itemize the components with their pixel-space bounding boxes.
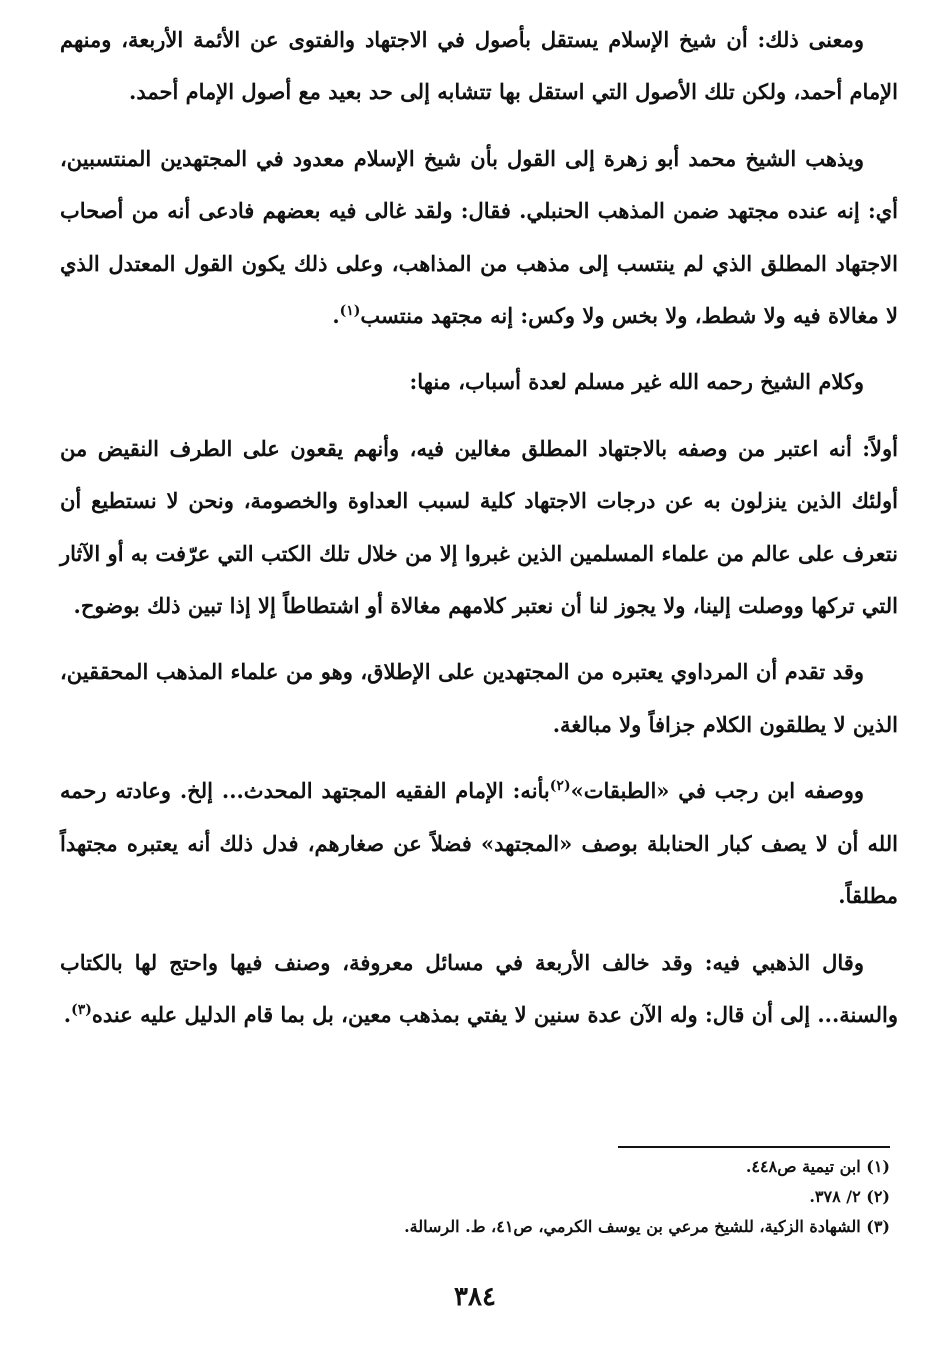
paragraph-3: [60, 356, 898, 408]
paragraph-7-text: وقال الذهبي فيه: وقد خالف الأربعة في مسائل معروفة، وصنف فيها واحتج لها بالكتاب والسنة... إلى أن قال: وله الآن عدة سنين لا يفتي بمذهب معين، بل بما قام الدليل عليه عنده: [60, 949, 898, 1027]
footnote-ref-1[interactable]: (١): [339, 303, 361, 320]
paragraph-2: [60, 133, 898, 343]
paragraph-5-text: وقد تقدم أن المرداوي يعتبره من المجتهدين على الإطلاق، وهو من علماء المذهب المحققين، الذين لا يطلقون الكلام جزافاً ولا مبالغة.: [60, 659, 898, 737]
footnote-1: (١) ابن تيمية ص٤٤٨.: [745, 1157, 890, 1176]
footnote-ref-3[interactable]: (٣): [71, 1001, 92, 1018]
paragraph-5: [60, 646, 898, 751]
paragraph-6-rest: بأنه: الإمام الفقيه المجتهد المحدث... إلخ. وعادته رحمه الله أن لا يصف كبار الحنابلة بوصف «المجتهد» فضلاً عن صغارهم، فدل ذلك أنه يعتبره مجتهداً مطلقاً.: [60, 778, 898, 909]
paragraph-1-text: ومعنى ذلك: أن شيخ الإسلام يستقل بأصول في الاجتهاد والفتوى عن الأئمة الأربعة، ومنهم الإمام أحمد، ولكن تلك الأصول التي استقل بها تتشابه إلى حد بعيد مع أصول الإمام أحمد.: [60, 27, 898, 105]
footnotes: [52, 1152, 890, 1242]
footnote-ref-2[interactable]: (٢): [549, 778, 571, 795]
paragraph-7-end: .: [63, 1001, 72, 1027]
paragraph-6: [60, 765, 898, 922]
paragraph-7: [60, 937, 898, 1042]
paragraph-1: [60, 14, 898, 119]
paragraph-4-text: أولاً: أنه اعتبر من وصفه بالاجتهاد المطلق مغالين فيه، وأنهم يقعون على الطرف النقيض من أولئك الذين ينزلون به عن درجات الاجتهاد كلية لسبب العداوة والخصومة، ونحن لا نستطيع أن نتعرف على عالم من علماء المسلمين الذين غبروا إلا من خلال تلك الكتب التي عرّفت به أو الآثار التي تركها ووصلت إلينا، ولا يجوز لنا أن نعتبر كلامهم مغالاة أو اشتطاطاً إلا إذا تبين ذلك بوضوح.: [60, 435, 898, 619]
page-body: [60, 14, 898, 1055]
paragraph-2-end: .: [332, 303, 340, 329]
paragraph-6-text: ووصفه ابن رجب في «الطبقات»: [570, 778, 864, 804]
footnote-3: (٣) الشهادة الزكية، للشيخ مرعي بن يوسف الكرمي، ص٤١، ط. الرسالة.: [404, 1217, 890, 1236]
paragraph-2-text: ويذهب الشيخ محمد أبو زهرة إلى القول بأن شيخ الإسلام معدود في المجتهدين المنتسبين، أي: إنه عنده مجتهد ضمن المذهب الحنبلي. فقال: ولقد غالى فيه بعضهم فادعى أنه من أصحاب الاجتهاد المطلق الذي لم ينتسب إلى مذهب من المذاهب، وعلى ذلك يكون القول المعتدل الذي لا مغالاة فيه ولا شطط، ولا بخس ولا وكس: إنه مجتهد منتسب: [60, 145, 898, 329]
paragraph-3-text: وكلام الشيخ رحمه الله غير مسلم لعدة أسباب، منها:: [409, 369, 864, 395]
footnote-separator: [618, 1146, 890, 1148]
footnote-2: (٢) ٢/ ٣٧٨.: [809, 1187, 890, 1206]
page-number: ٣٨٤: [454, 1282, 496, 1312]
paragraph-4: [60, 423, 898, 633]
